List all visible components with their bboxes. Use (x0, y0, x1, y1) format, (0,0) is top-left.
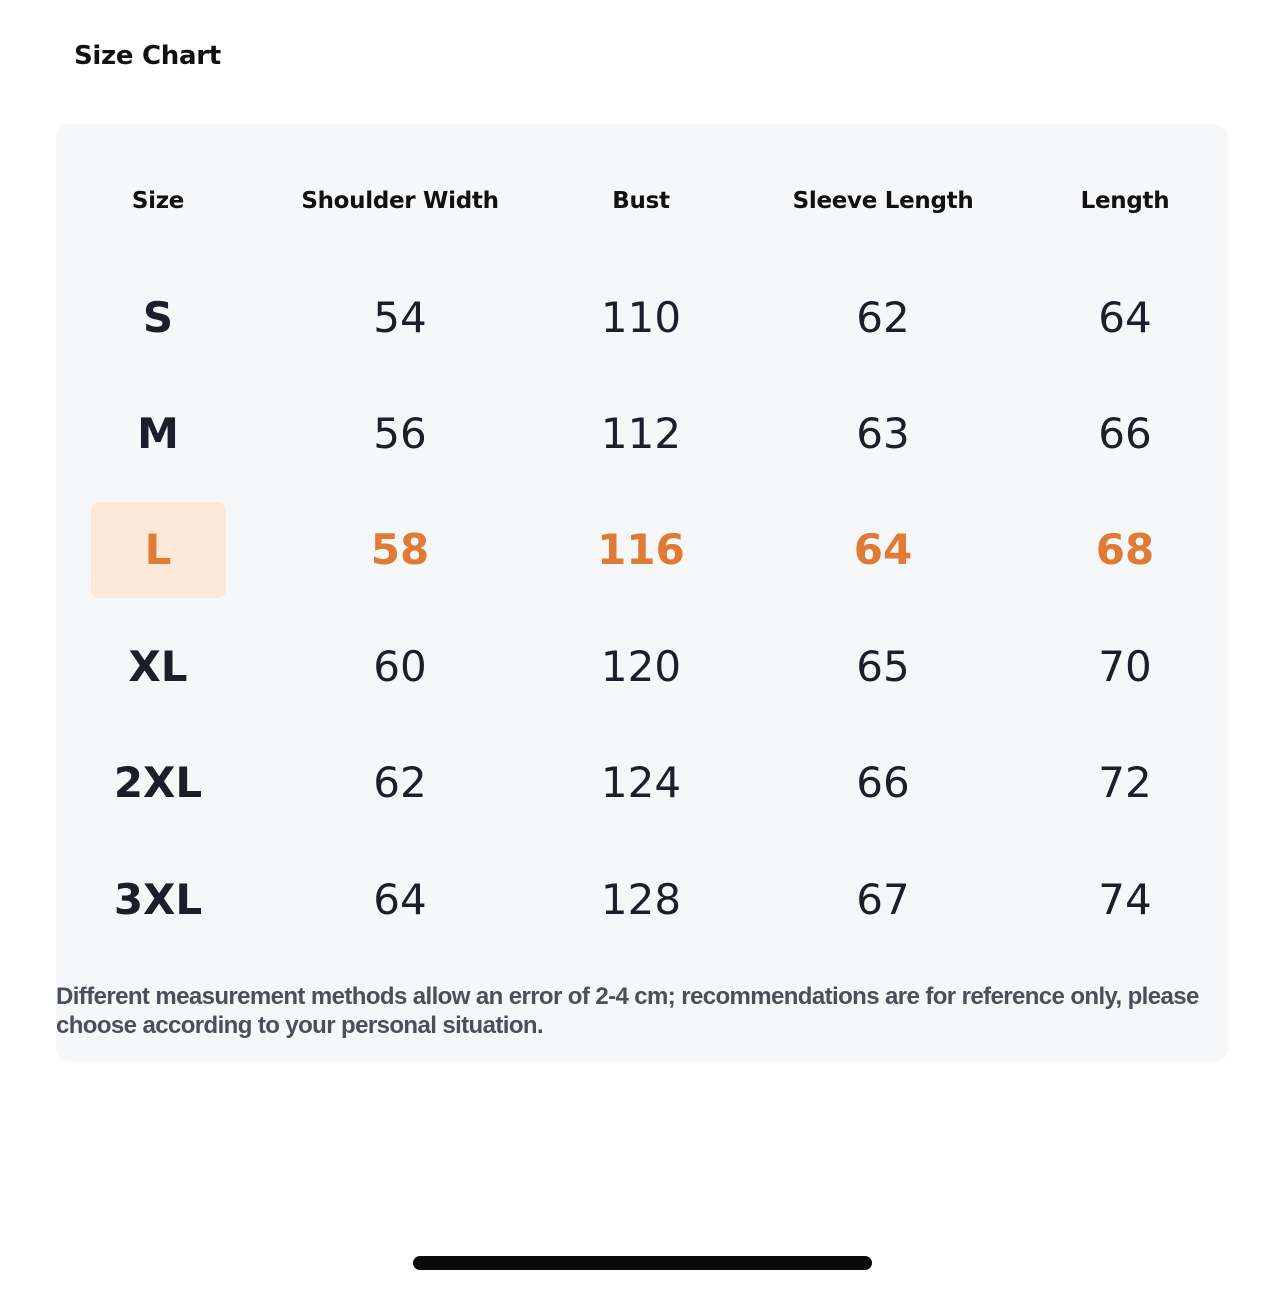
bust-cell: 128 (600, 875, 682, 924)
size-cell: M (137, 409, 179, 458)
size-cell: XL (128, 642, 188, 691)
header-size: Size (131, 188, 185, 214)
table-row (56, 270, 1228, 366)
length-cell: 70 (1098, 642, 1152, 691)
sleeve-cell: 67 (856, 875, 910, 924)
header-sleeve-length: Sleeve Length (792, 188, 974, 214)
bust-cell: 110 (600, 293, 682, 342)
size-cell: 2XL (113, 758, 203, 807)
shoulder-cell: 60 (373, 642, 427, 691)
header-bust: Bust (612, 188, 670, 214)
length-cell: 64 (1098, 293, 1152, 342)
page-title: Size Chart (62, 31, 235, 81)
sleeve-cell: 65 (856, 642, 910, 691)
length-cell: 74 (1098, 875, 1152, 924)
home-indicator[interactable] (413, 1256, 872, 1270)
table-header (56, 166, 1228, 236)
shoulder-cell: 64 (373, 875, 427, 924)
shoulder-cell: 54 (373, 293, 427, 342)
shoulder-cell: 56 (373, 409, 427, 458)
header-length: Length (1080, 188, 1170, 214)
table-row (56, 619, 1228, 715)
bust-cell: 112 (600, 409, 682, 458)
sleeve-cell: 63 (856, 409, 910, 458)
length-cell: 66 (1098, 409, 1152, 458)
shoulder-cell: 62 (373, 758, 427, 807)
table-row (56, 852, 1228, 948)
measurement-note: Different measurement methods allow an error of 2-4 cm; recommendations are for reference only, please choose according to your personal situation. (56, 983, 1199, 1039)
sleeve-cell: 62 (856, 293, 910, 342)
shoulder-cell: 58 (370, 525, 430, 574)
bust-cell: 124 (600, 758, 682, 807)
bust-cell: 120 (600, 642, 682, 691)
bust-cell: 116 (597, 525, 685, 574)
length-cell: 72 (1098, 758, 1152, 807)
size-cell: 3XL (113, 875, 203, 924)
table-row-highlighted (56, 502, 1228, 598)
length-cell: 68 (1095, 525, 1155, 574)
size-cell: S (142, 293, 174, 342)
header-shoulder-width: Shoulder Width (301, 188, 499, 214)
size-cell: L (144, 525, 172, 574)
sleeve-cell: 64 (853, 525, 913, 574)
size-table-card (56, 124, 1228, 1062)
table-row (56, 386, 1228, 482)
table-row (56, 735, 1228, 831)
sleeve-cell: 66 (856, 758, 910, 807)
